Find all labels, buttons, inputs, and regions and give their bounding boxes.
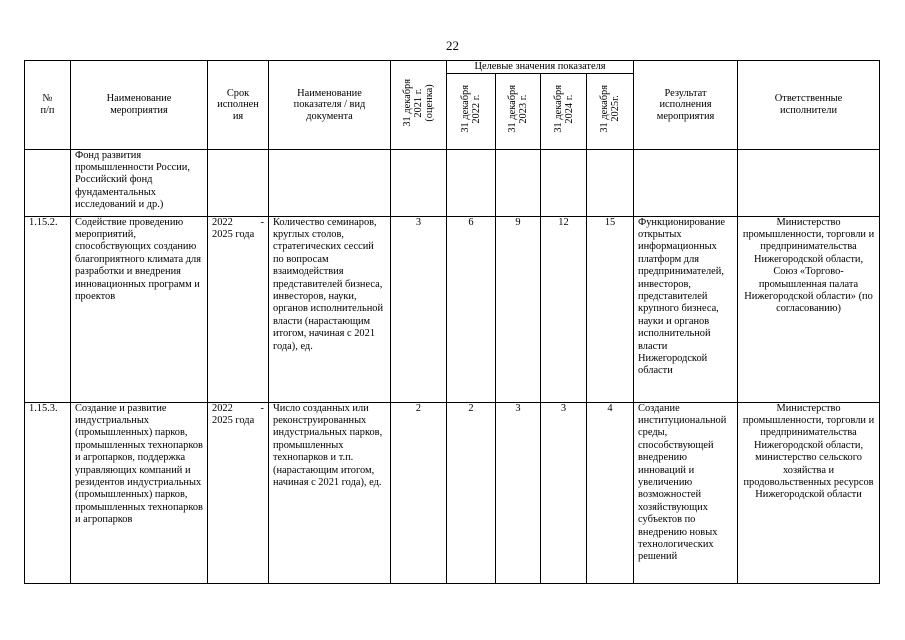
header-indicator: Наименование показателя / вид документа [269, 61, 391, 150]
cell-term [208, 216, 269, 402]
cell-num: 1.15.3. [25, 402, 71, 583]
cell-value [496, 149, 541, 216]
cell-event: Фонд развития промышленности России, Российский фонд фундаментальных исследований и др.) [71, 149, 208, 216]
header-responsible: Ответственные исполнители [738, 61, 880, 150]
cell-event: Создание и развитие индустриальных (промышленных) парков, промышленных технопарков и агропарков, поддержка управляющих компаний и резидентов индустриальных (промышленных) парков, промышленных технопарков и агропарков [71, 402, 208, 583]
cell-value-2021: 2 [391, 402, 447, 583]
cell-value-2025: 4 [587, 402, 634, 583]
page-number: 22 [446, 38, 459, 53]
term-end: 2025 года [212, 228, 255, 240]
cell-responsible [738, 149, 880, 216]
cell-result: Функционирование открытых информационных платформ для предпринимателей, инвесторов, представителей крупного бизнеса, науки и органов исполнительной власти Нижегородской области [634, 216, 738, 402]
cell-value [541, 149, 587, 216]
cell-num: 1.15.2. [25, 216, 71, 402]
header-row-top [25, 61, 880, 74]
cell-event: Содействие проведению мероприятий, способствующих созданию благоприятного климата для разработки и внедрения инновационных программ и проектов [71, 216, 208, 402]
header-num: № п/п [25, 61, 71, 150]
header-targets-group: Целевые значения показателя [447, 61, 634, 74]
activities-table [24, 60, 880, 584]
cell-value-2021: 3 [391, 216, 447, 402]
cell-result [634, 149, 738, 216]
cell-result: Создание институциональной среды, способствующей внедрению инноваций и увеличению возможностей хозяйствующих субъектов по внедрению новых технологических решений [634, 402, 738, 583]
cell-value-2022: 6 [447, 216, 496, 402]
term-end: 2025 года [212, 414, 255, 426]
table-row [25, 216, 880, 402]
cell-num [25, 149, 71, 216]
cell-term [208, 402, 269, 583]
cell-value-2025: 15 [587, 216, 634, 402]
cell-value [447, 149, 496, 216]
cell-value-2023: 3 [496, 402, 541, 583]
cell-value-2023: 9 [496, 216, 541, 402]
cell-indicator [269, 149, 391, 216]
cell-value-2024: 3 [541, 402, 587, 583]
term-start: 2022 [212, 216, 233, 228]
cell-value [391, 149, 447, 216]
cell-indicator: Количество семинаров, круглых столов, стратегических сессий по вопросам взаимодействия представителей бизнеса, инвесторов, науки, органов исполнительной власти (нарастающим итогом, начиная с 2021 года), ед. [269, 216, 391, 402]
cell-responsible: Министерство промышленности, торговли и предпринимательства Нижегородской области, Союз «Торгово-промышленная палата Нижегородской области» (по согласованию) [738, 216, 880, 402]
cell-value [587, 149, 634, 216]
cell-value-2024: 12 [541, 216, 587, 402]
header-year-2022: 31 декабря 2022 г. [447, 73, 496, 149]
header-event: Наименование мероприятия [71, 61, 208, 150]
cell-term [208, 149, 269, 216]
header-year-2025: 31 декабря 2025г. [587, 73, 634, 149]
header-base-year: 31 декабря 2021 г. (оценка) [391, 61, 447, 150]
table-row [25, 402, 880, 583]
header-term: Срок исполнен ия [208, 61, 269, 150]
header-year-2023: 31 декабря 2023 г. [496, 73, 541, 149]
cell-indicator: Число созданных или реконструированных индустриальных парков, промышленных технопарков и т.п. (нарастающим итогом, начиная с 2021 года), ед. [269, 402, 391, 583]
header-result: Результат исполнения мероприятия [634, 61, 738, 150]
term-dash: - [260, 216, 264, 228]
table-row-continuation [25, 149, 880, 216]
cell-responsible: Министерство промышленности, торговли и предпринимательства Нижегородской области, министерство сельского хозяйства и продовольственных ресурсов Нижегородской области [738, 402, 880, 583]
term-dash: - [260, 402, 264, 414]
cell-value-2022: 2 [447, 402, 496, 583]
header-year-2024: 31 декабря 2024 г. [541, 73, 587, 149]
term-start: 2022 [212, 402, 233, 414]
